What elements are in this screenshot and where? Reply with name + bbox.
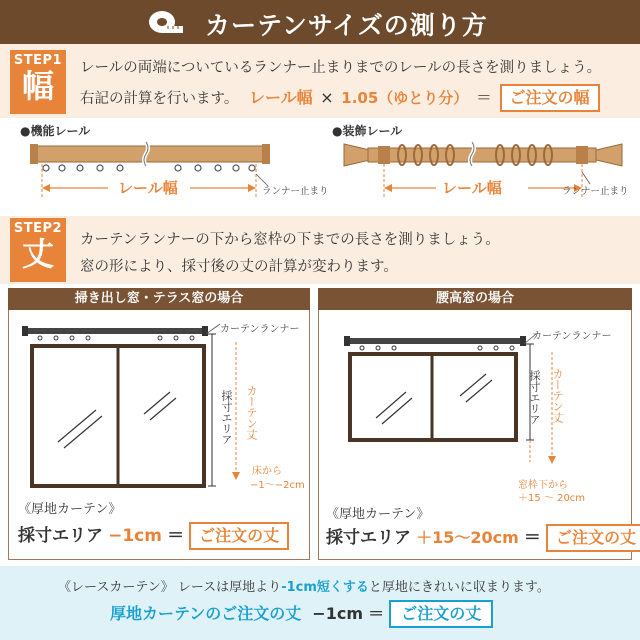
- step1-line2: 右記の計算を行います。: [80, 91, 239, 107]
- step2-badge: [10, 218, 66, 282]
- right-curtain-length: カーテン丈: [551, 368, 564, 423]
- lace-prefix: 《レースカーテン》 レースは厚地より: [58, 580, 282, 595]
- step2-line2: 窓の形により、採寸後の丈の計算が変わります。: [80, 259, 398, 275]
- formula-factor: 1.05（ゆとり分）: [341, 89, 469, 107]
- step1-badge: [10, 50, 66, 114]
- step2-kanji: 丈: [21, 235, 54, 273]
- formula-equals: ＝: [475, 88, 492, 107]
- formula-rail-width: レール幅: [248, 88, 313, 107]
- lace-highlight: -1cm短くする: [281, 580, 369, 595]
- panel-waist-window-title: 腰高窓の場合: [318, 288, 632, 310]
- lace-formula-adjust: −1cm: [312, 604, 363, 623]
- left-curtain-length: カーテン丈: [245, 385, 258, 440]
- right-formula-equals: ＝: [523, 528, 541, 548]
- right-formula: [326, 524, 640, 552]
- functional-rail-title: ●機能レール: [20, 124, 91, 138]
- left-floor-note-1: 床から: [252, 466, 282, 477]
- right-measure-area: 採寸エリア: [528, 370, 541, 425]
- left-runner-label: カーテンランナー: [220, 324, 300, 335]
- rail-width-label-right: レール幅: [442, 179, 502, 197]
- panel-floor-window-title: 掃き出し窓・テラス窓の場合: [8, 288, 310, 310]
- lace-note: [58, 576, 550, 595]
- right-formula-adjust: ＋15〜20cm: [416, 528, 519, 547]
- right-order-box: ご注文の丈: [546, 524, 640, 552]
- order-width-box: ご注文の幅: [500, 84, 600, 112]
- left-formula: [18, 522, 289, 550]
- step1-line1: レールの両端についているランナー止まりまでのレールの長さを測りましょう。: [80, 60, 602, 76]
- right-thick-title: 《厚地カーテン》: [326, 507, 430, 522]
- lace-formula-label: 厚地カーテンのご注文の丈: [110, 604, 302, 623]
- lace-suffix: と厚地にきれいに収まります。: [368, 580, 550, 595]
- step1-kanji: 幅: [21, 67, 54, 105]
- right-runner-label: カーテンランナー: [532, 331, 612, 342]
- runner-stop-label-left: ランナー止まり: [262, 186, 329, 197]
- left-formula-equals: ＝: [167, 526, 185, 546]
- page-title: カーテンサイズの測り方: [205, 11, 488, 40]
- right-sill-note-2: ＋15 〜 20cm: [518, 493, 586, 504]
- step1-label: STEP1: [13, 53, 63, 68]
- left-floor-note-2: −1〜−2cm: [250, 480, 305, 491]
- left-measure-area: 採寸エリア: [220, 390, 233, 445]
- left-order-box: ご注文の丈: [189, 522, 289, 550]
- right-formula-label: 採寸エリア: [326, 528, 411, 548]
- formula-times: ×: [320, 88, 334, 107]
- left-formula-label: 採寸エリア: [18, 526, 103, 546]
- left-formula-adjust: −1cm: [108, 526, 162, 546]
- left-thick-title: 《厚地カーテン》: [18, 502, 122, 517]
- lace-formula-equals: ＝: [368, 604, 385, 623]
- rail-width-label-left: レール幅: [118, 179, 178, 197]
- decorative-rail-title: ●装飾レール: [332, 124, 403, 138]
- header-bar: [0, 0, 640, 44]
- right-sill-note-1: 窓枠下から: [518, 480, 568, 491]
- step1-formula-row: [80, 84, 600, 112]
- lace-order-box: ご注文の丈: [389, 600, 493, 628]
- runner-stop-label-right: ランナー止まり: [562, 186, 629, 197]
- lace-formula: [110, 600, 493, 628]
- rail-diagrams: [0, 138, 640, 210]
- step2-label: STEP2: [13, 221, 63, 236]
- step2-line1: カーテンランナーの下から窓枠の下までの長さを測りましょう。: [80, 232, 500, 248]
- measuring-tape-icon: [148, 8, 184, 36]
